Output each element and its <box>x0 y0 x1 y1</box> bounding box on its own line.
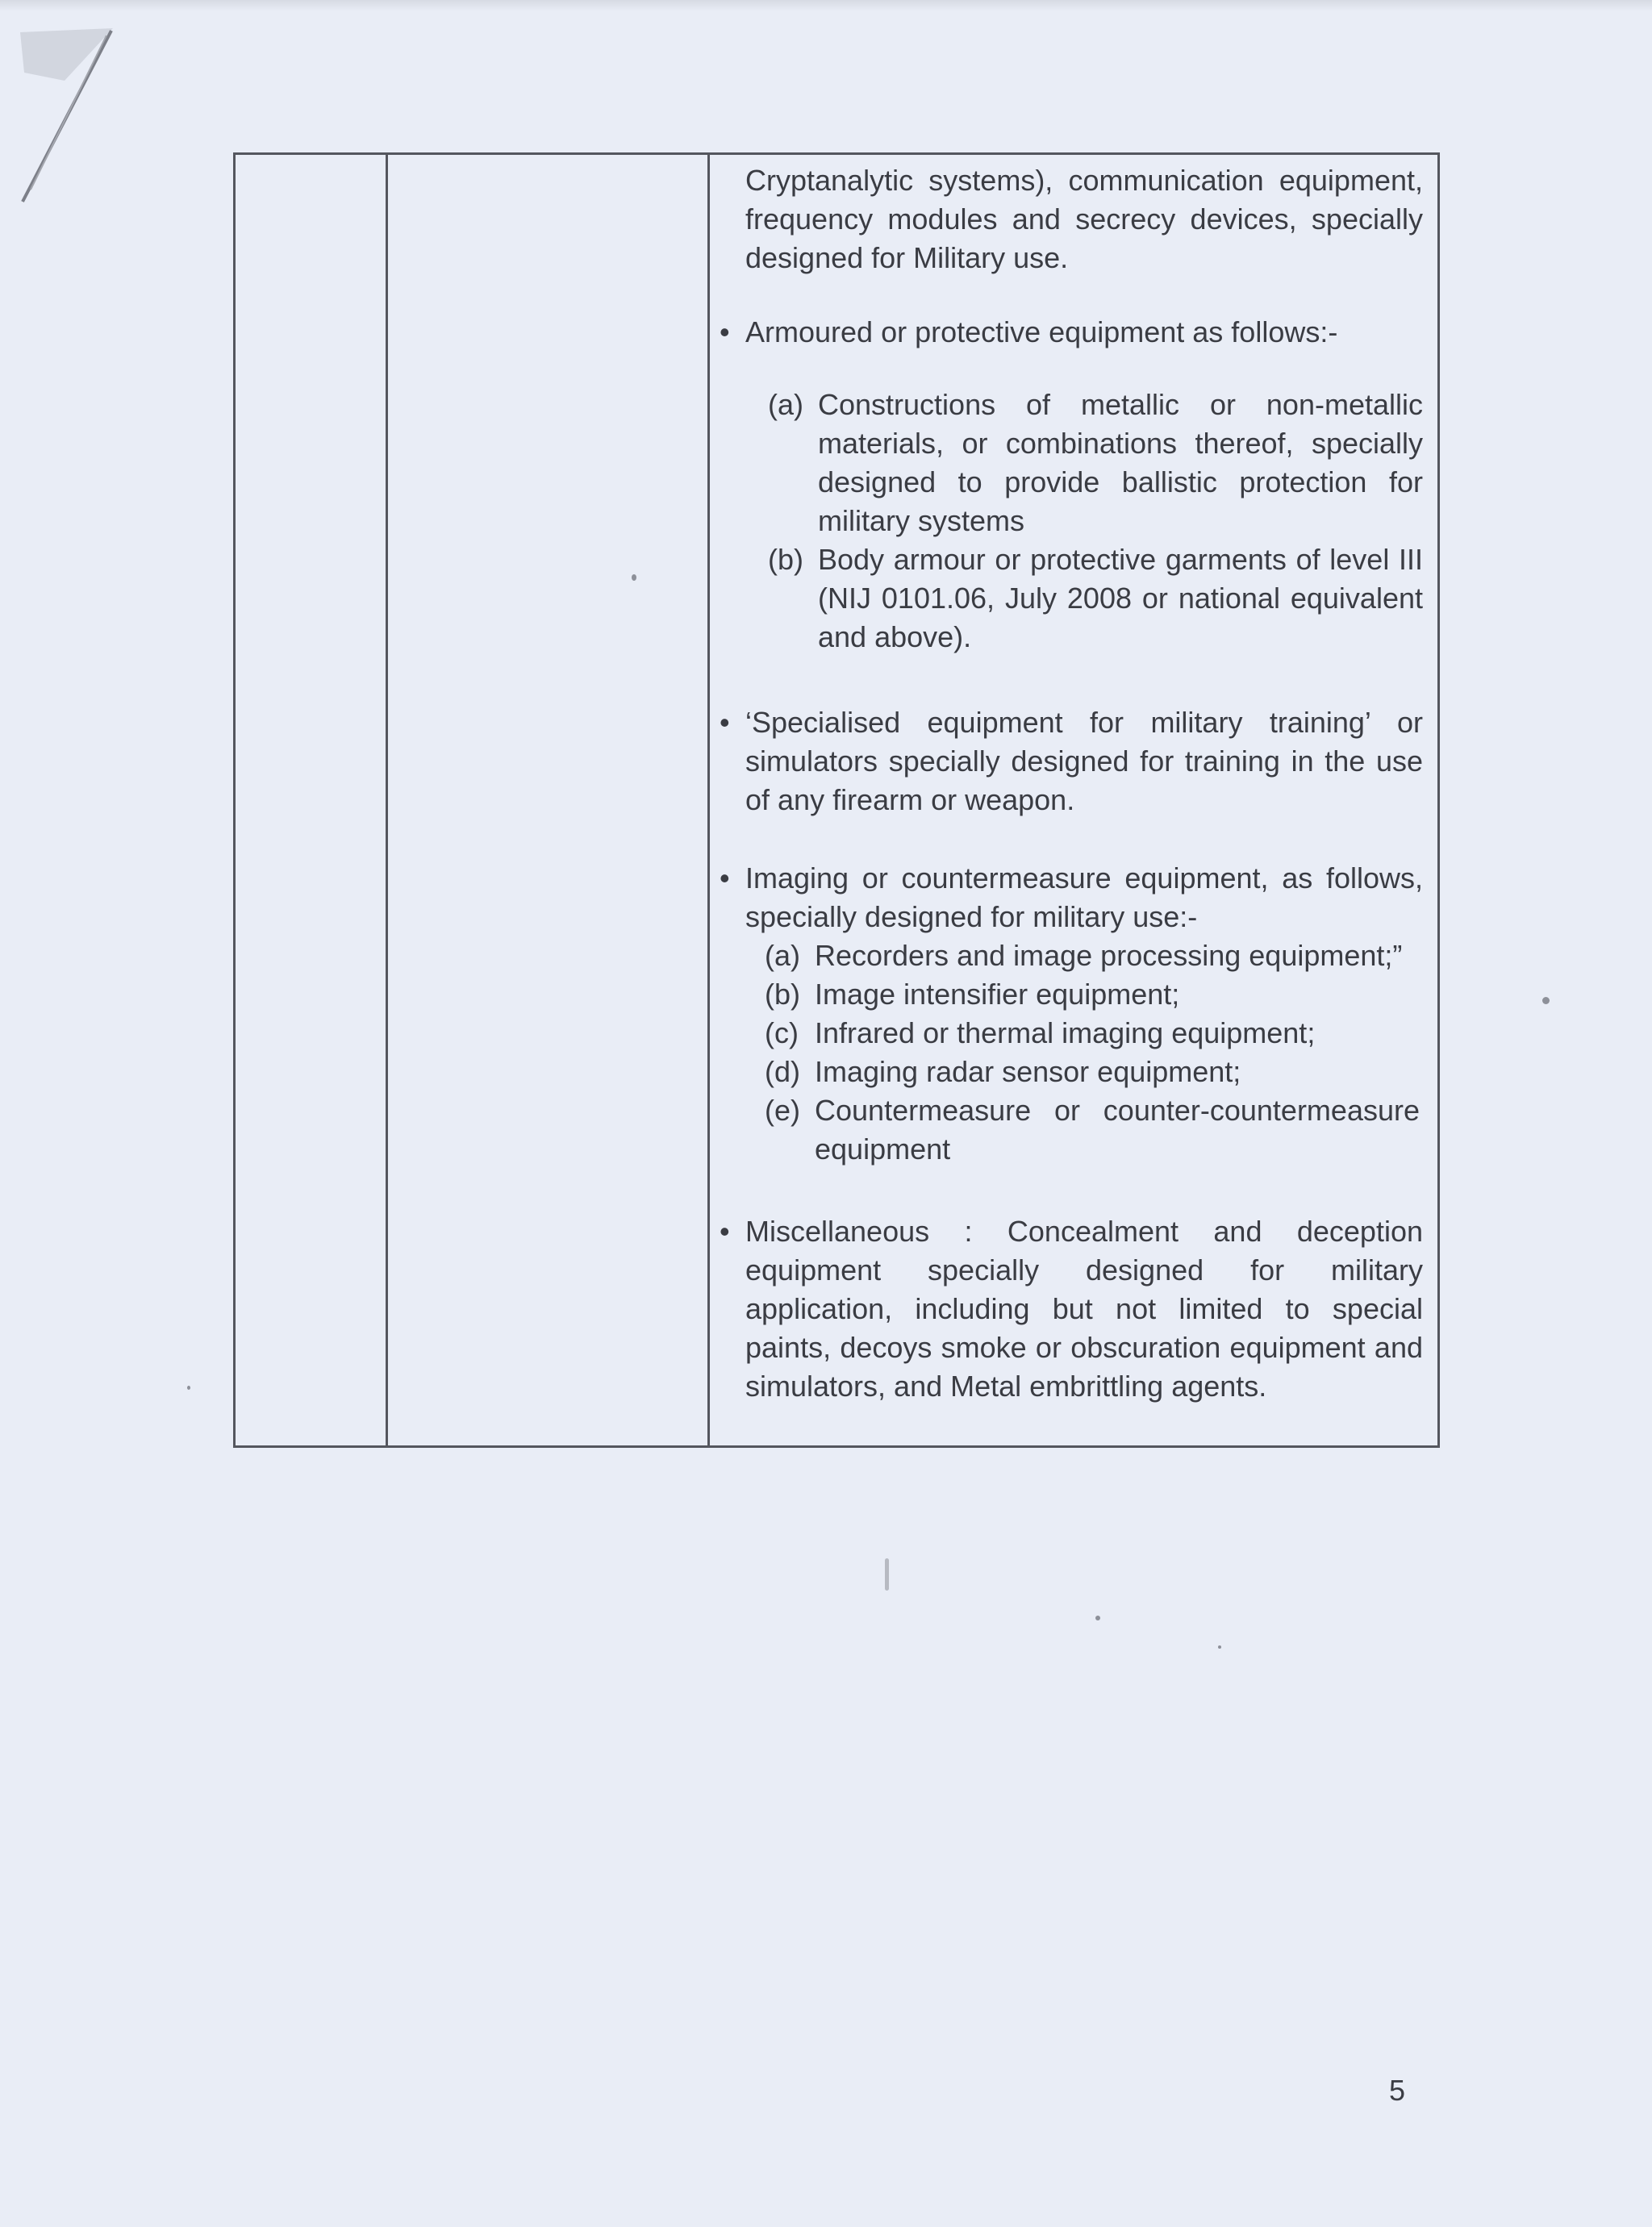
list-item <box>768 540 1423 657</box>
sub-item-text: Imaging radar sensor equipment; <box>815 1055 1241 1088</box>
bullet-armoured-equipment <box>720 313 1423 352</box>
sub-item-label: (b) <box>768 543 803 576</box>
bullet-icon: • <box>720 315 730 348</box>
list-item <box>765 1053 1420 1091</box>
sub-item-label: (a) <box>768 388 803 421</box>
bullet-miscellaneous <box>720 1212 1423 1406</box>
scan-speck <box>632 574 636 581</box>
armoured-sub-list <box>768 386 1423 657</box>
scan-speck <box>1542 997 1550 1004</box>
sub-item-label: (e) <box>765 1094 800 1127</box>
list-item <box>765 1014 1420 1053</box>
scan-speck <box>885 1558 889 1591</box>
sub-item-text: Recorders and image processing equipment;” <box>815 939 1403 972</box>
sub-item-label: (a) <box>765 939 800 972</box>
sub-item-label: (c) <box>765 1016 799 1049</box>
bullet-text: Imaging or countermeasure equipment, as follows, specially designed for military use:- <box>745 861 1423 933</box>
list-item <box>768 386 1423 540</box>
scan-top-edge <box>0 0 1652 11</box>
list-item <box>765 1091 1420 1169</box>
bullet-training-equipment <box>720 703 1423 819</box>
sub-item-text: Constructions of metallic or non-metallic materials, or combinations thereof, specially designed to provide ballistic protection for military systems <box>818 388 1423 537</box>
list-item <box>765 975 1420 1014</box>
list-item <box>765 936 1420 975</box>
intro-paragraph: Cryptanalytic systems), communication equipment, frequency modules and secrecy devices, specially designed for Military use. <box>745 164 1423 274</box>
table-column-divider <box>707 155 710 1445</box>
table-column-divider <box>386 155 388 1445</box>
page-number: 5 <box>1389 2074 1406 2107</box>
bullet-text: Armoured or protective equipment as follows:- <box>745 315 1338 348</box>
bullet-text: Miscellaneous : Concealment and deception equipment specially designed for military application, including but not limited to special paints, decoys smoke or obscuration equipment and simulators, and Metal embrittling agents. <box>745 1215 1423 1403</box>
bullet-text: ‘Specialised equipment for military training’ or simulators specially designed for training in the use of any firearm or weapon. <box>745 706 1423 816</box>
sub-item-text: Infrared or thermal imaging equipment; <box>815 1016 1316 1049</box>
sub-item-text: Image intensifier equipment; <box>815 978 1180 1011</box>
bullet-icon: • <box>720 1215 730 1248</box>
bullet-icon: • <box>720 861 730 895</box>
bullet-icon: • <box>720 706 730 739</box>
scan-speck <box>1095 1616 1100 1620</box>
scan-speck <box>1218 1645 1221 1649</box>
bullet-imaging-equipment <box>720 859 1423 936</box>
sub-item-text: Body armour or protective garments of level III (NIJ 0101.06, July 2008 or national equivalent and above). <box>818 543 1423 653</box>
imaging-sub-list <box>765 936 1420 1169</box>
sub-item-label: (b) <box>765 978 800 1011</box>
sub-item-label: (d) <box>765 1055 800 1088</box>
scan-corner-mark <box>16 24 121 210</box>
document-table <box>233 152 1440 1448</box>
scan-speck <box>187 1386 190 1390</box>
sub-item-text: Countermeasure or counter-countermeasure equipment <box>815 1094 1420 1166</box>
